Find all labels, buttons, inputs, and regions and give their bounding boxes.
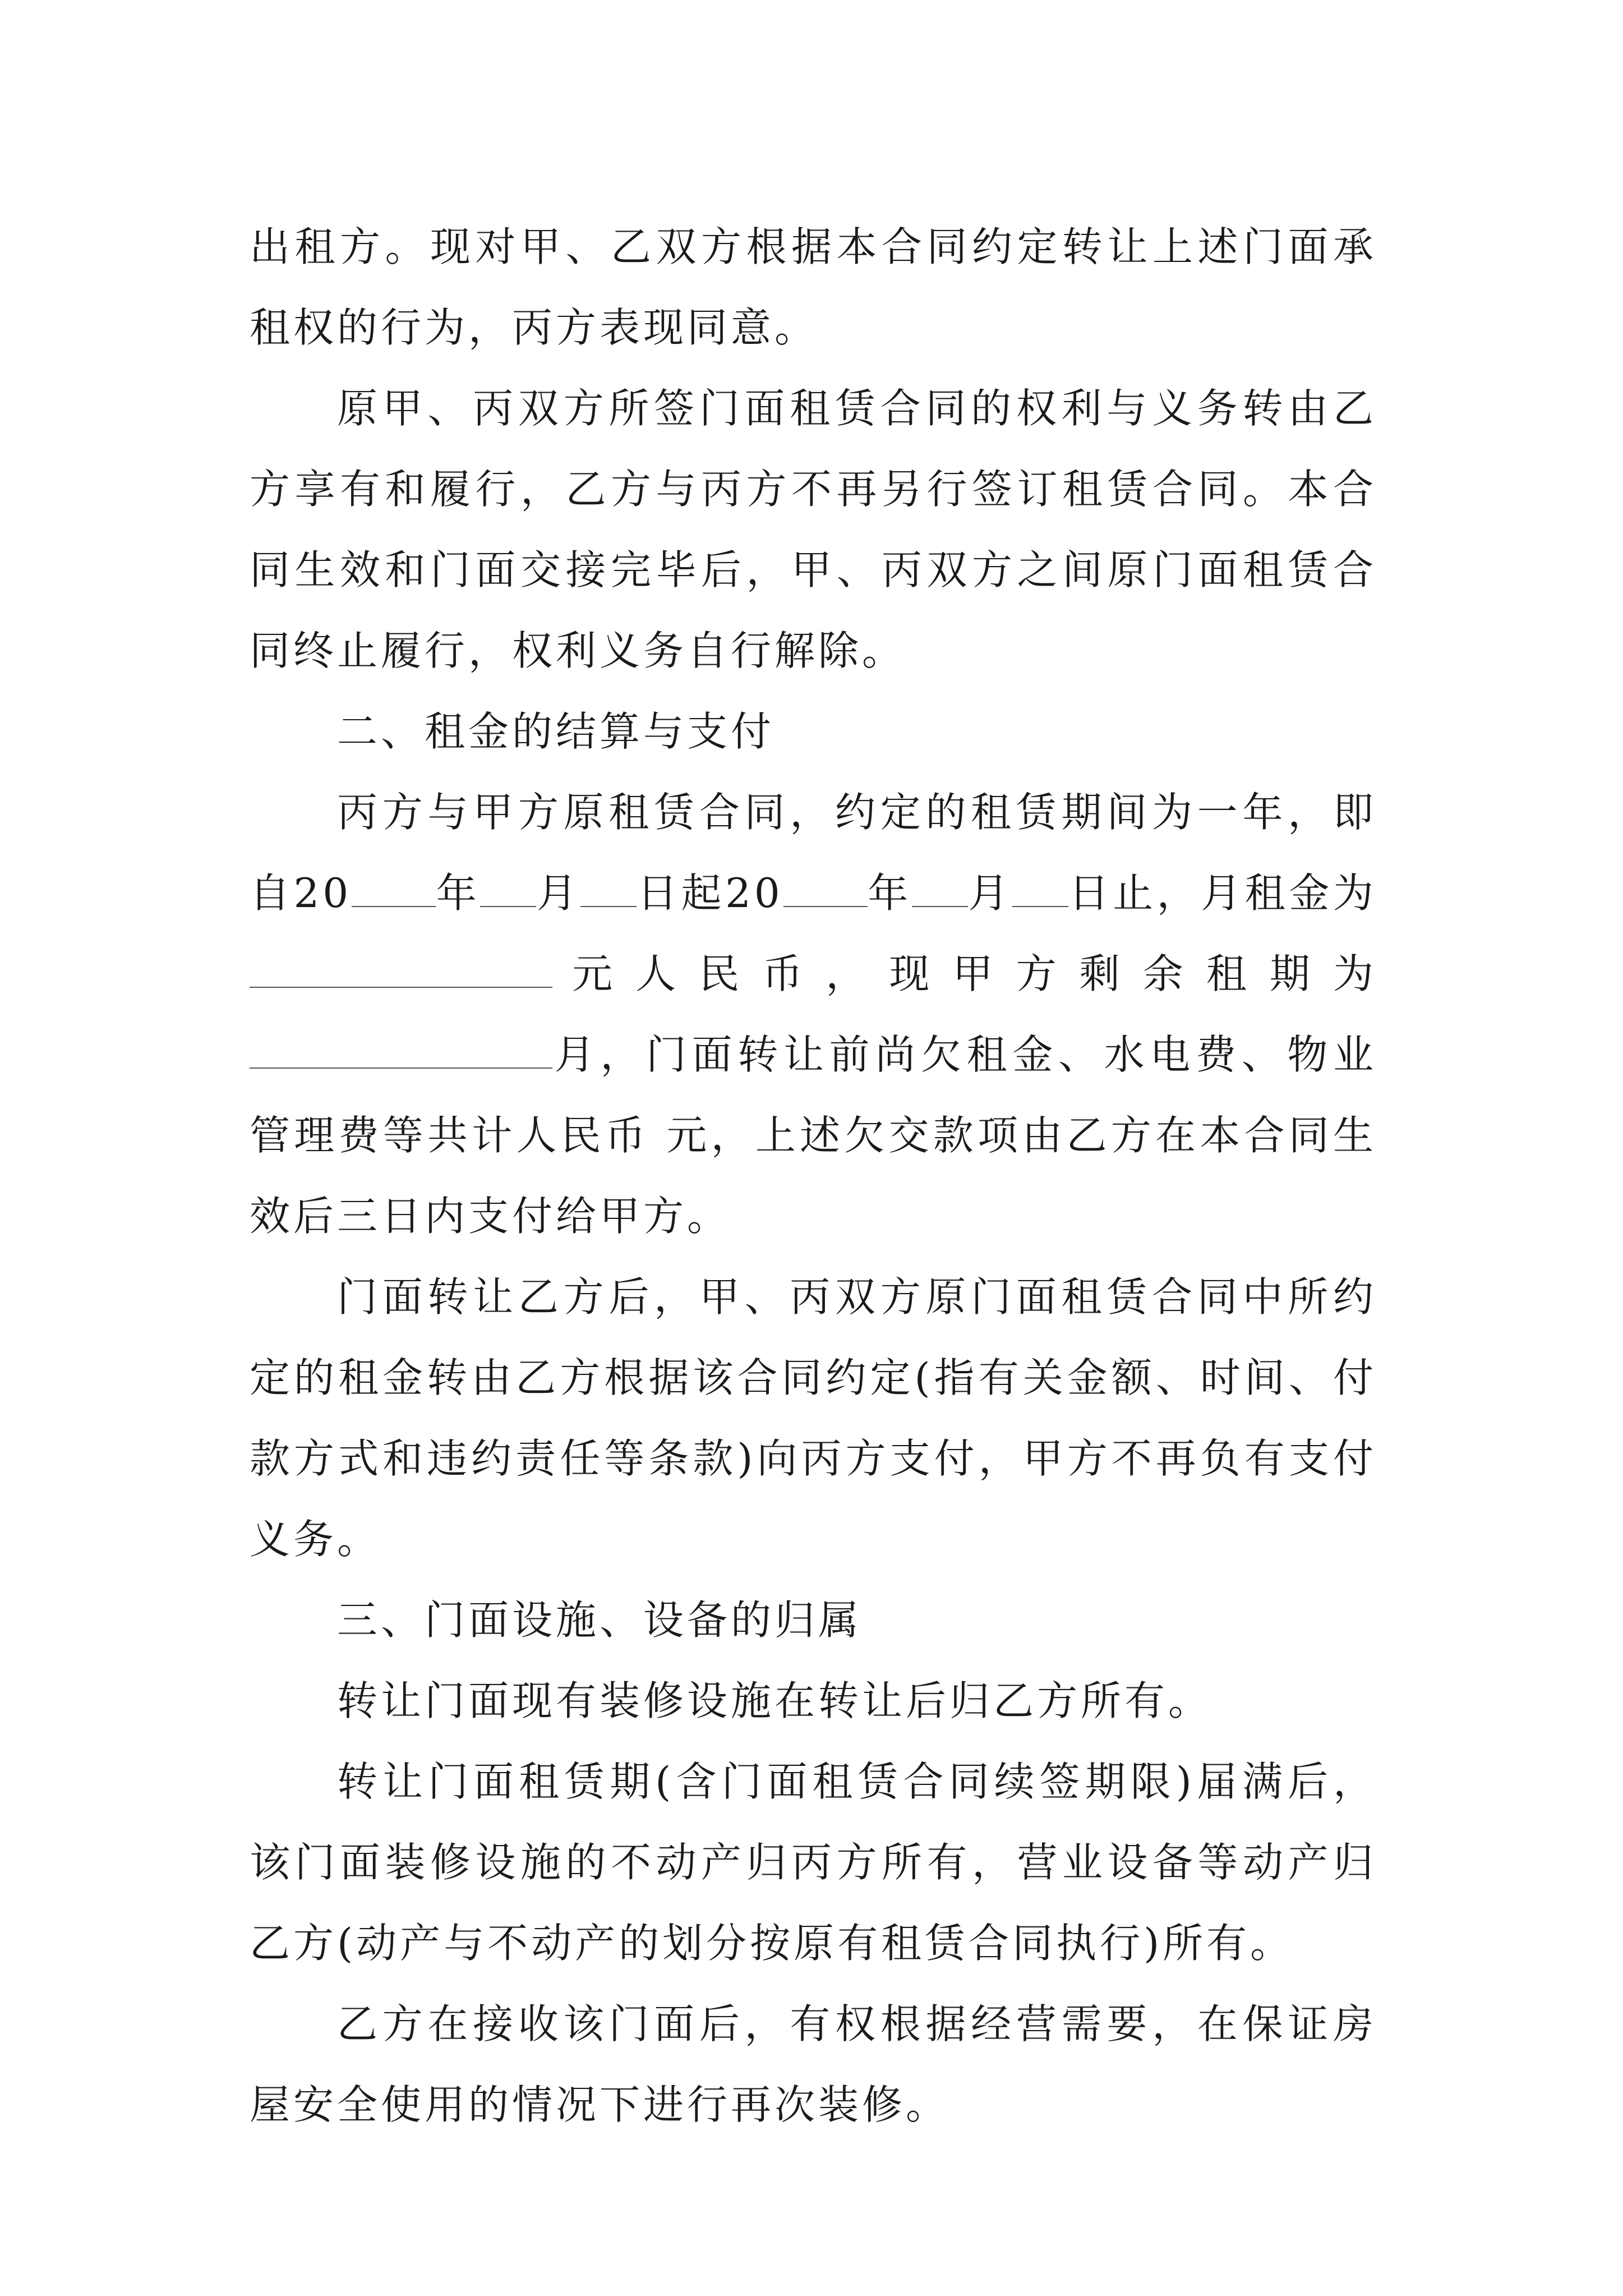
rent-terms-text-i: 月，门面转让前尚欠租金、水电费、物业管理费等共计人民币 元，上述欠交款项由乙方在本合同生效后三日内支付给甲方。 [250, 1031, 1377, 1240]
section-heading-facilities-ownership: 三、门面设施、设备的归属 [337, 1596, 863, 1644]
paragraph-renovation-right: 乙方在接收该门面后，有权根据经营需要，在保证房屋安全使用的情况下进行再次装修。 [250, 2000, 1377, 2128]
rent-terms-text-a: 丙方与甲方原租赁合同，约定的租赁期间为一年，即自20 [250, 789, 1377, 917]
blank-start-year [352, 858, 436, 907]
rent-terms-text-b: 年 [436, 869, 481, 917]
rent-terms-text-h: 元人民币，现甲方剩余租期为 [552, 950, 1377, 997]
rent-terms-text-c: 月 [536, 869, 581, 917]
paragraph-property-division: 转让门面租赁期(含门面租赁合同续签期限)届满后，该门面装修设施的不动产归丙方所有，营业设备等动产归乙方(动产与不动产的划分按原有租赁合同执行)所有。 [250, 1758, 1377, 1967]
rent-terms-text-f: 月 [967, 869, 1012, 917]
paragraph-rights-transfer: 原甲、丙双方所签门面租赁合同的权利与义务转由乙方享有和履行，乙方与丙方不再另行签订租赁合同。本合同生效和门面交接完毕后，甲、丙双方之间原门面租赁合同终止履行，权利义务自行解除。 [250, 385, 1377, 674]
section-heading-rent-settlement: 二、租金的结算与支付 [337, 708, 775, 755]
paragraph-rent-terms [250, 772, 1377, 1257]
blank-monthly-rent [250, 938, 552, 988]
blank-end-year [783, 858, 868, 907]
blank-remaining-term [250, 1019, 552, 1069]
blank-start-month [480, 858, 536, 907]
blank-start-day [580, 858, 637, 907]
rent-terms-text-g: 日止，月租金为 [1068, 869, 1377, 917]
rent-terms-text-e: 年 [867, 869, 912, 917]
document-body [250, 206, 1377, 2145]
blank-end-day [1012, 858, 1068, 907]
rent-terms-text-d: 日起20 [637, 869, 783, 917]
paragraph-lessor-consent: 出租方。现对甲、乙双方根据本合同约定转让上述门面承租权的行为，丙方表现同意。 [250, 223, 1377, 351]
blank-end-month [912, 858, 968, 907]
paragraph-decoration-ownership: 转让门面现有装修设施在转让后归乙方所有。 [337, 1677, 1212, 1724]
paragraph-rent-payment-transfer: 门面转让乙方后，甲、丙双方原门面租赁合同中所约定的租金转由乙方根据该合同约定(指有关金额、时间、付款方式和违约责任等条款)向丙方支付，甲方不再负有支付义务。 [250, 1273, 1377, 1563]
